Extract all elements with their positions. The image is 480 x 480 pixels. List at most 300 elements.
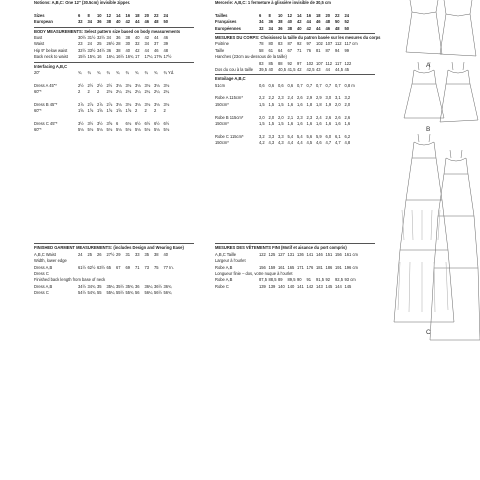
row-value: 18 [135, 12, 140, 18]
row-value: 55 [97, 290, 102, 296]
row-label: Dress A 45"* [34, 82, 57, 88]
row-value: 18 [316, 12, 321, 18]
row-value: 2¼ [144, 89, 151, 95]
row-value: 6,0 [325, 133, 332, 139]
row-value: 3⅛ [125, 82, 132, 88]
row-value: 5,4 [287, 133, 294, 139]
row-label: 150cm* [215, 140, 229, 146]
row-value: 5⅛ [106, 127, 113, 133]
row-label: Françaises [215, 19, 237, 25]
row-value: 34 [144, 41, 150, 47]
row-value: 44,5 [335, 66, 343, 72]
row-value: 61 [268, 47, 274, 53]
row-value: 91,5 [316, 277, 324, 283]
row-value: 36¼ [144, 283, 153, 289]
row-value: 4,6 [316, 140, 322, 146]
row-value: 15¾ [87, 54, 96, 60]
row-value: 34½ [78, 283, 86, 289]
row-value: 41,5 [287, 66, 296, 72]
row-value: 122 [259, 251, 266, 257]
row-value: 25 [87, 251, 93, 257]
row-value: 17⅜ [154, 54, 162, 60]
row-value: 42 [125, 19, 131, 25]
row-value: 6,1 [335, 133, 341, 139]
row-value: 5⅛ [135, 127, 141, 133]
dress-a-yardage-row [34, 89, 194, 95]
row-value: 112 [335, 41, 342, 47]
row-value: 1⅝ [116, 108, 122, 114]
row-value: 5,4 [297, 133, 303, 139]
row-value: 44 [144, 47, 150, 53]
row-label: Robe A,B [215, 277, 233, 283]
row-value: 2,3 [306, 114, 313, 120]
row-value: 6⅛ [125, 121, 132, 127]
row-value: 139 [259, 283, 266, 289]
row-value: 2,0 [259, 114, 265, 120]
row-value: 38 [125, 34, 131, 40]
row-value: 48 [163, 47, 169, 53]
row-value: 39,5 [259, 66, 267, 72]
section-rule [215, 33, 375, 34]
row-value: 42 [144, 34, 150, 40]
row-value: 12 [106, 12, 112, 18]
spacer [215, 236, 375, 242]
row-value: 0,6 [259, 82, 265, 88]
row-value: 0,6 [278, 82, 284, 88]
row-value: 1,5 [268, 121, 275, 127]
dress-c-yardage-row [34, 127, 194, 133]
europeennes-header-row [215, 26, 375, 32]
row-value: 77 In. [163, 264, 174, 270]
row-value: 80 [268, 41, 274, 47]
row-value: 4,3 [278, 140, 284, 146]
row-value: 2,3 [297, 114, 303, 120]
row-value: 0,6 [268, 82, 275, 88]
row-label: Width, lower edge [34, 258, 67, 264]
row-value: 24 [163, 12, 169, 18]
row-value: 24 [344, 12, 350, 18]
row-value: 5,6 [306, 133, 313, 139]
row-value: 1,6 [306, 121, 313, 127]
row-value: 2¼ [154, 89, 160, 95]
row-value: 46 [163, 34, 169, 40]
row-value: 54½ [78, 290, 86, 296]
row-value: 36 [116, 34, 121, 40]
row-value: 44 [306, 19, 312, 25]
row-value: 2,9 [316, 95, 322, 101]
row-value: 2,0 [344, 101, 351, 107]
row-value: 2,6 [325, 114, 332, 120]
row-value: 5⅛ [163, 127, 170, 133]
row-value: 125 [268, 251, 276, 257]
row-value: 38 [278, 19, 283, 25]
row-value: 38 [116, 47, 121, 53]
row-label: 60"* [34, 89, 42, 95]
robe-c-metrage-row [215, 140, 375, 146]
row-value: 33 [135, 251, 140, 257]
row-value: 140 [278, 283, 285, 289]
row-value: 46 [154, 47, 159, 53]
row-value: 2 [163, 108, 166, 114]
row-value: 76 [306, 47, 312, 53]
row-value: 67 [116, 264, 121, 270]
row-value: 99 [344, 47, 350, 53]
row-value: 3½ [97, 121, 103, 127]
row-value: 32½ [97, 34, 105, 40]
row-label: A,B,C Waist [34, 251, 56, 257]
row-value: 165 [287, 264, 295, 270]
row-value: 33½ [87, 47, 96, 53]
row-value: 3⅛ [125, 101, 132, 107]
row-value: 85 [268, 60, 274, 66]
row-label: Back neck to waist [34, 54, 68, 60]
row-value: 141 [306, 251, 314, 257]
row-value: 38 [287, 25, 293, 31]
row-label: Hanches (23cm au-dessous de la taille) [215, 54, 287, 60]
row-value: 2 [135, 108, 138, 114]
row-value: 3,2 [259, 133, 265, 139]
row-value: 46 [144, 19, 150, 25]
section-rule [34, 243, 194, 244]
row-value: 35½ [116, 283, 124, 289]
row-value: 25 [97, 41, 102, 47]
row-value: 39 [163, 41, 169, 47]
row-value: 2¼ [116, 89, 122, 95]
row-value: ¾ [154, 69, 158, 75]
row-label: A,B,C Taille [215, 251, 237, 257]
row-value: 4,2 [259, 140, 265, 146]
row-value: 30 [125, 41, 131, 47]
row-value: 31 [125, 251, 131, 257]
row-value: 16¾ [125, 54, 134, 60]
row-value: 146 [316, 251, 323, 257]
row-value: 3⅛ [116, 82, 122, 88]
row-value: 141 [297, 283, 304, 289]
row-value: 35 [144, 251, 150, 257]
row-value: 16 [97, 54, 102, 60]
row-value: 1,5 [259, 121, 265, 127]
row-value: 2⅞ [97, 101, 103, 107]
row-value: 1⅝ [125, 108, 132, 114]
robe-b-metrage-row [215, 121, 375, 127]
row-value: 4,4 [297, 140, 303, 146]
row-value: 2½ [87, 82, 94, 88]
view-label-b: B [426, 126, 431, 133]
row-value: 2,2 [268, 95, 275, 101]
row-value: 2½ [97, 82, 103, 88]
row-value: 6½ [135, 121, 141, 127]
row-value: 50 [163, 19, 169, 25]
row-value: 1,5 [268, 101, 275, 107]
row-value: 3,2 [344, 95, 351, 101]
row-value: 0,7 [335, 82, 341, 88]
row-value: 55½ [116, 290, 124, 296]
row-value: 2¼ [125, 89, 132, 95]
mesures-vetement-title: MESURES DES VÊTEMENTS FINI (Motif et aisance du port compris) [215, 245, 347, 251]
row-value: 0,7 [306, 82, 313, 88]
french-column [215, 0, 381, 290]
row-value: 1,8 [316, 101, 322, 107]
row-value: 94 [335, 47, 340, 53]
row-value: 87,5 [259, 277, 267, 283]
row-label: 150cm* [215, 101, 229, 107]
row-value: 161 [278, 264, 285, 270]
row-value: 1,5 [278, 121, 284, 127]
row-value: 40 [125, 47, 131, 53]
row-value: 34¾ [87, 283, 96, 289]
row-value: 131 [287, 251, 295, 257]
row-value: 40 [163, 251, 169, 257]
row-value: 50 [335, 19, 340, 25]
row-value: 17¼ [144, 54, 153, 60]
row-value: 1,6 [316, 121, 322, 127]
row-value: ¾ [87, 69, 91, 75]
row-value: 69 [125, 264, 131, 270]
row-value: 93 cm [344, 277, 356, 283]
section-rule [34, 27, 194, 28]
row-value: 63½ [97, 264, 105, 270]
row-value: 56¾ [163, 290, 172, 296]
row-value: 26 [97, 251, 102, 257]
row-value: 3⅛ [163, 101, 170, 107]
row-value: 186 [325, 264, 333, 270]
row-value: 12 [287, 12, 293, 18]
row-value: 16 [306, 12, 312, 18]
section-rule [34, 62, 194, 63]
row-value: 1,6 [287, 121, 294, 127]
row-value: 6 [78, 12, 81, 18]
row-value: 144 [335, 283, 342, 289]
row-value: 2,6 [335, 114, 341, 120]
row-label: Dress A,B [34, 283, 53, 289]
row-value: 2,9 [306, 95, 313, 101]
row-value: 40 [297, 25, 302, 31]
row-label: 150cm* [215, 121, 229, 127]
row-value: 2⅞ [87, 101, 94, 107]
row-label: Dress A,B [34, 264, 53, 270]
row-value: 2½ [78, 82, 84, 88]
row-value: 2,3 [278, 95, 284, 101]
row-value: 0,7 [297, 82, 303, 88]
row-value: 136 [297, 251, 304, 257]
row-value: 140 [287, 283, 295, 289]
row-value: 42 [297, 66, 302, 72]
interfacing-row [34, 70, 194, 76]
row-value: 3⅛ [135, 101, 141, 107]
row-label: Robe A 115cm* [215, 95, 243, 101]
row-value: 1,6 [297, 121, 303, 127]
row-value: 24 [87, 41, 93, 47]
body-measurement-row [34, 54, 194, 60]
garment-sketches [392, 0, 480, 480]
row-value: 156 [335, 251, 342, 257]
row-value: 3,3 [268, 133, 275, 139]
row-value: 145 [344, 283, 352, 289]
row-value: 117 [335, 60, 342, 66]
row-value: 151 [325, 251, 333, 257]
row-value: 2 [87, 89, 90, 95]
row-value: 191 [335, 264, 342, 270]
row-value: 92 [325, 277, 331, 283]
row-value: 71 [135, 264, 140, 270]
row-label: Sizes [34, 12, 45, 18]
row-value: 30½ [78, 34, 86, 40]
row-value: 6½ [144, 121, 151, 127]
row-value: 42 [297, 19, 302, 25]
row-value: 87 [325, 47, 331, 53]
row-value: 36 [106, 47, 112, 53]
row-value: 15½ [78, 54, 86, 60]
row-value: 2⅛ [106, 89, 113, 95]
row-label: Dress C [34, 271, 49, 277]
row-value: 5⅛ [125, 127, 132, 133]
row-value: 8 [268, 12, 271, 18]
row-value: 102 [306, 60, 314, 66]
row-label: Poitrine [215, 41, 229, 47]
row-value: 10 [278, 12, 283, 18]
row-value: 1,5 [259, 101, 265, 107]
row-value: 90 [297, 277, 302, 283]
finished-measurement-row [34, 290, 194, 296]
row-value: 22 [154, 12, 159, 18]
row-value: 2¼ [135, 89, 141, 95]
row-value: 2 [154, 108, 157, 114]
row-value: 3⅛ [144, 101, 151, 107]
row-value: 3⅛ [154, 101, 160, 107]
row-value: 22 [335, 12, 340, 18]
row-value: 56 [135, 290, 140, 296]
row-value: 142 [306, 283, 314, 289]
row-value: 5⅛ [154, 127, 160, 133]
row-label: Robe C [215, 283, 229, 289]
row-value: 171 [297, 264, 304, 270]
row-value: 2,4 [316, 114, 322, 120]
row-value: 6 [116, 121, 119, 127]
row-value: 1,8 [306, 101, 313, 107]
row-value: 34½ [97, 47, 105, 53]
row-value: 55¼ [106, 290, 115, 296]
row-value: 1,6 [335, 121, 341, 127]
row-value: 50 [344, 25, 350, 31]
mercerie-text: Mercerie: A,B,C: 1 fermeture à glissière invisible de 30,5 cm [215, 0, 331, 5]
row-value: 3⅛ [154, 82, 160, 88]
row-value: 44 [325, 66, 331, 72]
row-value: 3⅛ [163, 82, 170, 88]
row-value: 32½ [78, 47, 86, 53]
row-value: 35 [97, 283, 102, 289]
row-value: 6,2 [344, 133, 351, 139]
row-value: 34 [106, 34, 112, 40]
english-column [34, 0, 194, 297]
row-value: 6 [259, 12, 262, 18]
row-value: 143 [316, 283, 323, 289]
row-value: 5⅛ [144, 127, 151, 133]
row-value: 3⅛ [144, 82, 151, 88]
row-value: 44 [154, 34, 159, 40]
row-value: 2,1 [287, 114, 294, 120]
row-value: 5⅛ [116, 127, 122, 133]
row-value: 36½ [154, 283, 162, 289]
row-value: 71 [297, 47, 302, 53]
row-value: 67 [287, 47, 293, 53]
row-value: 1,5 [278, 101, 284, 107]
row-label: Dos du cou à la taille [215, 66, 254, 72]
row-value: 32 [135, 41, 140, 47]
row-value: 61½ [78, 264, 86, 270]
row-value: 78 [259, 41, 264, 47]
row-value: ¾ [144, 69, 148, 75]
row-value: 0,7 [316, 82, 322, 88]
row-value: 89,5 [287, 277, 296, 283]
row-value: 40 [268, 66, 274, 72]
row-value: 2 [97, 89, 100, 95]
mesure-vetement-row [215, 284, 375, 290]
row-value: 54¾ [87, 290, 96, 296]
row-value: 2,4 [287, 95, 294, 101]
interfacing-title: Interfacing A,B,C [34, 63, 68, 69]
row-value: 32 [78, 19, 83, 25]
row-value: 0,8 m [344, 82, 355, 88]
row-value: 4,4 [287, 140, 294, 146]
row-value: 42 [306, 25, 312, 31]
row-label: European [34, 19, 53, 25]
notions-text: Notions: A,B,C: One 12" (30.5cm) invisible zipper. [34, 0, 131, 5]
row-value: 56¼ [144, 290, 153, 296]
row-value: 40,5 [278, 66, 286, 72]
row-value: 1⅝ [78, 108, 84, 114]
row-value: 1,6 [325, 121, 332, 127]
row-value: 52 [344, 19, 350, 25]
row-label: Longueur finie – dos, votre nuque à l'ourlet [215, 271, 293, 277]
row-value: 35¾ [125, 283, 134, 289]
row-value: 28 [116, 41, 121, 47]
section-rule [215, 74, 375, 75]
row-label: Largeur à l'ourlet [215, 258, 246, 264]
row-value: 112 [325, 60, 333, 66]
row-value: 38 [106, 19, 112, 25]
row-value: 5,9 [316, 133, 322, 139]
row-label: Européennes [215, 25, 241, 31]
row-value: 83 [278, 41, 283, 47]
row-value: 107 [316, 60, 323, 66]
row-value: 44 [135, 19, 140, 25]
row-value: 1⅝ [97, 108, 103, 114]
row-value: ¾ [116, 69, 120, 75]
spacer [34, 236, 194, 242]
row-label: Hip 9" below waist [34, 47, 68, 53]
row-value: 127 [278, 251, 285, 257]
row-value: 48 [154, 19, 159, 25]
row-value: 181 [316, 264, 323, 270]
row-value: 159 [268, 264, 276, 270]
row-value: 81 [316, 47, 321, 53]
row-value: 44 [316, 25, 321, 31]
row-value: ¾ [125, 69, 129, 75]
view-label-a: A [426, 62, 431, 69]
row-value: 2,0 [268, 114, 275, 120]
row-value: ¾ [78, 69, 82, 75]
row-value: 92,5 [335, 277, 343, 283]
row-value: 46 [325, 25, 331, 31]
row-value: 4,3 [268, 140, 275, 146]
row-value: ¾ [106, 69, 110, 75]
row-value: ¾ [135, 69, 139, 75]
row-value: 83 [259, 60, 264, 66]
row-value: 64 [278, 47, 283, 53]
row-value: 4,7 [325, 140, 332, 146]
row-label: Robe C 115cm* [215, 133, 244, 139]
body-measurements-title: BODY MEASUREMENTS: Select pattern size based on body measurements [34, 28, 181, 34]
